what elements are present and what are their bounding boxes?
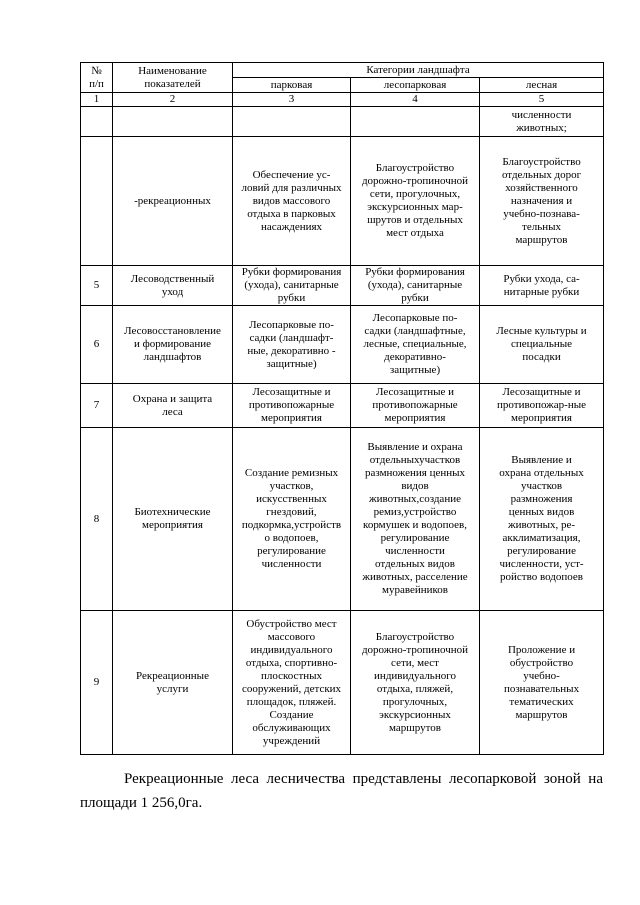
- table-row: [81, 384, 604, 428]
- row-num-cell: 7: [81, 384, 113, 428]
- row-park-cell: Лесозащитные и противопожарные мероприятия: [233, 384, 351, 428]
- row-park-cell: Создание ремизных участков, искусственных гнездовий, подкормка,устройств о водопоев, регулирование численности: [233, 428, 351, 611]
- row-forestpark-cell: Лесопарковые по- садки (ландшафтные, лесные, специальные, декоративно- защитные): [351, 306, 480, 384]
- row-num-cell: [81, 107, 113, 137]
- row-forestpark-cell: Благоустройство дорожно-тропиночной сети, прогулочных, экскурсионных мар- шрутов и отдельных мест отдыха: [351, 137, 480, 266]
- row-name-cell: -рекреационных: [113, 137, 233, 266]
- row-num-cell: 8: [81, 428, 113, 611]
- row-forest-cell: Лесные культуры и специальные посадки: [480, 306, 604, 384]
- paragraph-line: Рекреационные леса лесничества представлены лесопарковой зоной на: [124, 771, 603, 787]
- row-forest-cell: Выявление и охрана отдельных участков размножения ценных видов животных, ре- акклиматизация, регулирование численности, уст- ройство водопоев: [480, 428, 604, 611]
- index-cell: 3: [233, 93, 351, 107]
- table-row: [81, 137, 604, 266]
- index-cell: 2: [113, 93, 233, 107]
- header-forest: лесная: [480, 78, 604, 93]
- landscape-table: [80, 62, 604, 755]
- row-name-cell: Лесоводственный уход: [113, 266, 233, 306]
- row-forest-cell: Рубки ухода, са- нитарные рубки: [480, 266, 604, 306]
- row-forestpark-cell: Рубки формирования (ухода), санитарные рубки: [351, 266, 480, 306]
- row-forest-cell: Проложение и обустройство учебно- познавательных тематических маршрутов: [480, 611, 604, 755]
- table-row: [81, 611, 604, 755]
- row-forest-cell: Благоустройство отдельных дорог хозяйственного назначения и учебно-познава- тельных маршрутов: [480, 137, 604, 266]
- table-row: [81, 428, 604, 611]
- row-name-cell: [113, 107, 233, 137]
- row-name-cell: Рекреационные услуги: [113, 611, 233, 755]
- row-park-cell: Обустройство мест массового индивидуального отдыха, спортивно- плоскостных сооружений, детских площадок, пляжей. Создание обслуживающих учреждений: [233, 611, 351, 755]
- row-num-cell: 6: [81, 306, 113, 384]
- row-park-cell: Рубки формирования (ухода), санитарные рубки: [233, 266, 351, 306]
- row-name-cell: Биотехнические мероприятия: [113, 428, 233, 611]
- index-cell: 1: [81, 93, 113, 107]
- row-forestpark-cell: Выявление и охрана отдельныхучастков размножения ценных видов животных,создание ремиз,устройство кормушек и водопоев, регулирование численности отдельных видов животных, расселение муравейников: [351, 428, 480, 611]
- row-park-cell: Обеспечение ус- ловий для различных видов массового отдыха в парковых насаждениях: [233, 137, 351, 266]
- row-num-cell: 5: [81, 266, 113, 306]
- paragraph-line: площади 1 256,0га.: [80, 795, 203, 811]
- row-num-cell: 9: [81, 611, 113, 755]
- row-forestpark-cell: [351, 107, 480, 137]
- row-forest-cell: Лесозащитные и противопожар-ные мероприятия: [480, 384, 604, 428]
- index-cell: 4: [351, 93, 480, 107]
- header-name: Наименование показателей: [113, 63, 233, 93]
- row-name-cell: Охрана и защита леса: [113, 384, 233, 428]
- header-forestpark: лесопарковая: [351, 78, 480, 93]
- header-park: парковая: [233, 78, 351, 93]
- header-categories: Категории ландшафта: [233, 63, 604, 78]
- index-cell: 5: [480, 93, 604, 107]
- row-park-cell: Лесопарковые по- садки (ландшафт- ные, декоративно - защитные): [233, 306, 351, 384]
- row-num-cell: [81, 137, 113, 266]
- table-row: [81, 266, 604, 306]
- row-park-cell: [233, 107, 351, 137]
- header-num: № п/п: [81, 63, 113, 93]
- body-paragraph: [80, 767, 603, 815]
- row-forest-cell: численности животных;: [480, 107, 604, 137]
- table-row: [81, 107, 604, 137]
- row-forestpark-cell: Благоустройство дорожно-тропиночной сети, мест индивидуального отдыха, пляжей, прогулочных, экскурсионных маршрутов: [351, 611, 480, 755]
- table-row: [81, 306, 604, 384]
- row-name-cell: Лесовосстановление и формирование ландшафтов: [113, 306, 233, 384]
- row-forestpark-cell: Лесозащитные и противопожарные мероприятия: [351, 384, 480, 428]
